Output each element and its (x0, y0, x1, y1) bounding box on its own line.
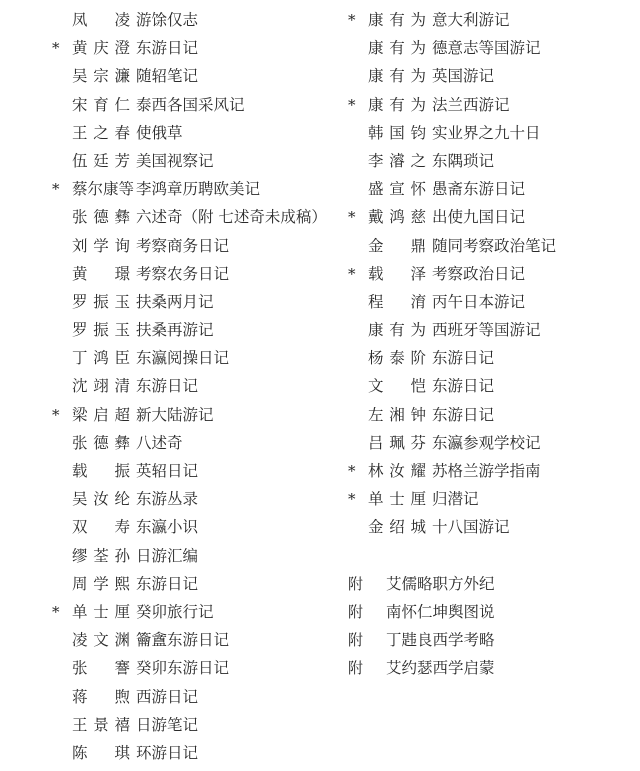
book-entry (348, 34, 638, 62)
author-name: 蒋煦 (72, 687, 130, 706)
book-entry (348, 316, 638, 344)
book-title: 泰西各国采风记 (136, 95, 245, 114)
author-name: 吴宗濂 (72, 67, 130, 86)
book-entry (52, 147, 352, 175)
author-name: 张德彝 (72, 208, 130, 227)
book-entry (52, 711, 352, 739)
author-name: 杨泰阶 (368, 349, 426, 368)
asterisk-mark: * (348, 490, 356, 509)
book-title: 法兰西游记 (432, 95, 510, 114)
author-name: 梁启超 (72, 405, 130, 424)
author-name: 左湘钟 (368, 405, 426, 424)
book-title: 扶桑再游记 (136, 321, 214, 340)
asterisk-mark: * (52, 405, 60, 424)
author-name: 刘学询 (72, 236, 130, 255)
author-name: 金绍城 (368, 518, 426, 537)
appendix-entry (348, 598, 638, 626)
book-title: 美国视察记 (136, 151, 214, 170)
right-column-list (348, 6, 638, 683)
author-name: 康有为 (368, 11, 426, 29)
author-name: 凌文渊 (72, 631, 130, 650)
author-name: 单士厘 (368, 490, 426, 509)
book-entry (52, 485, 352, 513)
book-entry (52, 683, 352, 711)
book-entry (52, 6, 352, 34)
book-entry (52, 429, 352, 457)
book-title: 随同考察政治笔记 (432, 236, 557, 255)
author-name: 吴汝纶 (72, 490, 130, 509)
book-title: 南怀仁坤舆图说 (386, 602, 495, 621)
book-title: 苏格兰游学指南 (432, 462, 541, 480)
book-title: 东隅琐记 (432, 151, 495, 170)
book-title: 随轺笔记 (136, 67, 199, 86)
author-name: 王景禧 (72, 715, 130, 734)
author-name: 陈琪 (72, 743, 130, 762)
book-entry (52, 316, 352, 344)
book-entry (348, 6, 638, 34)
book-entry (348, 260, 638, 288)
book-title: 考察农务日记 (136, 264, 230, 283)
book-title: 东游丛录 (136, 490, 199, 509)
book-entry (52, 372, 352, 400)
author-name: 单士厘 (72, 602, 130, 621)
author-name: 张謇 (72, 659, 130, 678)
author-name: 宋育仁 (72, 95, 130, 114)
book-title: 丙午日本游记 (432, 292, 526, 311)
appendix-entry (348, 654, 638, 682)
author-name: 康有为 (368, 321, 426, 340)
book-title: 环游日记 (136, 743, 199, 762)
book-title: 日游汇编 (136, 546, 199, 565)
book-entry (52, 542, 352, 570)
book-entry (52, 739, 352, 767)
asterisk-mark: * (348, 95, 356, 114)
book-entry (52, 260, 352, 288)
author-name: 罗振玉 (72, 292, 130, 311)
book-entry (348, 232, 638, 260)
blank-spacer (348, 542, 638, 570)
book-title: 东游日记 (136, 377, 199, 396)
author-name: 程淯 (368, 292, 426, 311)
book-title: 东游日记 (432, 349, 495, 368)
book-entry (52, 344, 352, 372)
author-name: 王之春 (72, 123, 130, 142)
book-title: 新大陆游记 (136, 405, 214, 424)
book-entry (52, 570, 352, 598)
book-entry (348, 372, 638, 400)
author-name: 康有为 (368, 67, 426, 86)
book-entry (52, 34, 352, 62)
book-entry (348, 429, 638, 457)
book-entry (348, 344, 638, 372)
appendix-marker: 附 (348, 631, 364, 650)
book-entry (52, 62, 352, 90)
author-name: 吕珮芬 (368, 433, 426, 452)
author-name: 林汝耀 (368, 462, 426, 480)
book-title: 籥盦东游日记 (136, 631, 230, 650)
book-title: 艾儒略职方外纪 (386, 574, 495, 593)
book-title: 实业界之九十日 (432, 123, 541, 142)
author-name: 康有为 (368, 39, 426, 58)
appendix-marker: 附 (348, 659, 364, 678)
book-entry (52, 626, 352, 654)
author-name: 沈翊清 (72, 377, 130, 396)
author-name: 康有为 (368, 95, 426, 114)
book-entry (348, 62, 638, 90)
book-title: 癸卯旅行记 (136, 602, 214, 621)
book-title: 丁韪良西学考略 (386, 631, 495, 650)
book-title: 李鸿章历聘欧美记 (136, 180, 261, 199)
asterisk-mark: * (348, 462, 356, 480)
author-name: 丁鸿臣 (72, 349, 130, 368)
book-entry (348, 175, 638, 203)
asterisk-mark: * (52, 602, 60, 621)
book-entry (52, 232, 352, 260)
book-title: 考察商务日记 (136, 236, 230, 255)
book-title: 西游日记 (136, 687, 199, 706)
book-entry (52, 457, 352, 485)
book-entry (52, 175, 352, 203)
author-name: 周学熙 (72, 574, 130, 593)
book-title: 六述奇（附 七述奇未成稿） (136, 208, 327, 227)
book-title: 愚斋东游日记 (432, 180, 526, 199)
book-entry (52, 91, 352, 119)
author-name: 韩国钧 (368, 123, 426, 142)
book-title: 西班牙等国游记 (432, 321, 541, 340)
book-title: 东游日记 (136, 574, 199, 593)
author-name: 盛宣怀 (368, 180, 426, 199)
book-entry (348, 91, 638, 119)
author-name: 李濬之 (368, 151, 426, 170)
author-name: 黄璟 (72, 264, 130, 283)
author-name: 黄庆澄 (72, 39, 130, 58)
book-title: 东瀛小识 (136, 518, 199, 537)
book-title: 东瀛阅操日记 (136, 349, 230, 368)
author-name: 载振 (72, 462, 130, 480)
author-name: 罗振玉 (72, 321, 130, 340)
book-entry (348, 147, 638, 175)
asterisk-mark: * (348, 264, 356, 283)
book-title: 游馀仅志 (136, 11, 199, 29)
book-title: 日游笔记 (136, 715, 199, 734)
book-entry (348, 119, 638, 147)
book-title: 德意志等国游记 (432, 39, 541, 58)
book-entry (52, 203, 352, 231)
book-entry (52, 288, 352, 316)
author-name: 双寿 (72, 518, 130, 537)
appendix-marker: 附 (348, 574, 364, 593)
book-entry (348, 513, 638, 541)
book-title: 扶桑两月记 (136, 292, 214, 311)
book-entry (52, 119, 352, 147)
book-title: 癸卯东游日记 (136, 659, 230, 678)
book-title: 归潜记 (432, 490, 479, 509)
author-name: 缪荃孙 (72, 546, 130, 565)
author-name: 金鼎 (368, 236, 426, 255)
asterisk-mark: * (52, 180, 60, 199)
book-entry (348, 203, 638, 231)
author-name: 伍廷芳 (72, 151, 130, 170)
book-title: 考察政治日记 (432, 264, 526, 283)
author-name: 张德彝 (72, 433, 130, 452)
left-column-list (52, 6, 352, 767)
book-title: 英轺日记 (136, 462, 199, 480)
book-entry (348, 288, 638, 316)
author-name: 文恺 (368, 377, 426, 396)
book-entry (348, 457, 638, 485)
appendix-entry (348, 626, 638, 654)
book-title: 八述奇 (136, 433, 183, 452)
book-entry (348, 401, 638, 429)
book-title: 东瀛参观学校记 (432, 433, 541, 452)
appendix-marker: 附 (348, 602, 364, 621)
author-name: 载泽 (368, 264, 426, 283)
book-title: 东游日记 (136, 39, 199, 58)
book-title: 东游日记 (432, 405, 495, 424)
book-entry (52, 401, 352, 429)
author-name: 蔡尔康等 (72, 180, 135, 199)
book-title: 意大利游记 (432, 11, 510, 29)
book-title: 东游日记 (432, 377, 495, 396)
asterisk-mark: * (348, 208, 356, 227)
book-title: 十八国游记 (432, 518, 510, 537)
book-entry (52, 654, 352, 682)
book-entry (52, 598, 352, 626)
book-entry (348, 485, 638, 513)
asterisk-mark: * (348, 11, 356, 29)
appendix-entry (348, 570, 638, 598)
asterisk-mark: * (52, 39, 60, 58)
book-title: 出使九国日记 (432, 208, 526, 227)
book-title: 英国游记 (432, 67, 495, 86)
book-entry (52, 513, 352, 541)
author-name: 凤凌 (72, 11, 130, 29)
author-name: 戴鸿慈 (368, 208, 426, 227)
book-title: 使俄草 (136, 123, 183, 142)
book-title: 艾约瑟西学启蒙 (386, 659, 495, 678)
